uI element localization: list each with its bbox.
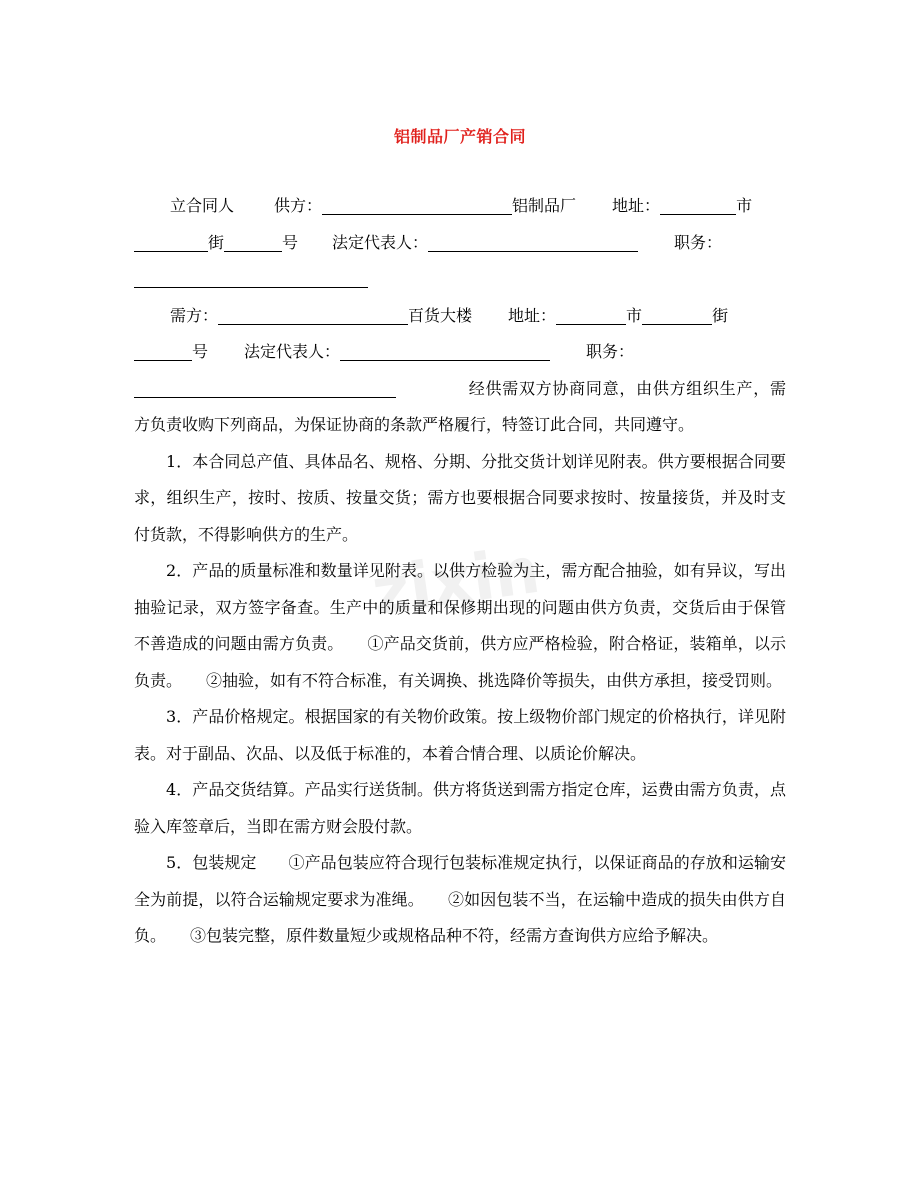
supplier-name-blank[interactable] <box>322 196 512 215</box>
supplier-line-2 <box>134 225 786 262</box>
buyer-legal-rep-blank[interactable] <box>340 342 550 361</box>
supplier-position-label: 职务： <box>674 232 723 252</box>
buyer-city-suffix: 市 <box>626 305 643 325</box>
supplier-street-suffix: 街 <box>208 232 225 252</box>
buyer-street-blank[interactable] <box>642 306 712 325</box>
intro-paragraph <box>134 371 786 444</box>
buyer-number-suffix: 号 <box>192 342 209 361</box>
buyer-name-blank[interactable] <box>218 306 408 325</box>
clause-5: 5．包装规定 ①产品包装应符合现行包装标准规定执行，以保证商品的存放和运输安全为前提，以符合运输规定要求为准绳。 ②如因包装不当，在运输中造成的损失由供方自负。 ③包装完整，原件数量短少或规格品种不符，经需方查询供方应给予解决。 <box>134 853 786 945</box>
intro-text: 经供需双方协商同意，由供方组织生产，需方负责收购下列商品，为保证协商的条款严格履行，特签订此合同，共同遵守。 <box>134 378 786 434</box>
buyer-label: 需方： <box>170 305 219 325</box>
buyer-position-label: 职务： <box>586 342 635 361</box>
supplier-number-blank[interactable] <box>224 233 282 252</box>
clause-2: 2．产品的质量标准和数量详见附表。以供方检验为主，需方配合抽验，如有异议，写出抽验记录，双方签字备查。生产中的质量和保修期出现的问题由供方负责，交货后由于保管不善造成的问题由需方负责。 ①产品交货前，供方应严格检验，附合格证，装箱单，以示负责。 ②抽验，如有不符合标准，有关调换、挑选降价等损失，由供方承担，接受罚则。 <box>134 561 786 690</box>
supplier-city-blank[interactable] <box>660 196 736 215</box>
buyer-street-suffix: 街 <box>712 305 729 325</box>
supplier-line-3 <box>134 261 786 298</box>
clause-3: 3．产品价格规定。根据国家的有关物价政策。按上级物价部门规定的价格执行，详见附表。对于副品、次品、以及低于标准的，本着合情合理、以质论价解决。 <box>134 707 786 763</box>
supplier-legal-rep-blank[interactable] <box>428 233 638 252</box>
supplier-city-suffix: 市 <box>736 196 753 215</box>
party-label: 立合同人 <box>170 196 235 215</box>
supplier-street-blank[interactable] <box>134 233 208 252</box>
buyer-line-1 <box>134 298 786 335</box>
supplier-position-blank[interactable] <box>134 269 368 288</box>
watermark-logo: zixin <box>367 533 545 631</box>
clause-1: 1．本合同总产值、具体品名、规格、分期、分批交货计划详见附表。供方要根据合同要求，组织生产，按时、按质、按量交货；需方也要根据合同要求按时、按量接货，并及时支付货款，不得影响供方的生产。 <box>134 451 786 544</box>
buyer-position-blank[interactable] <box>134 379 396 398</box>
supplier-line-1 <box>134 188 786 225</box>
page-title: 铝制品厂产销合同 <box>393 127 526 146</box>
buyer-city-blank[interactable] <box>556 306 626 325</box>
supplier-label: 供方： <box>274 196 323 215</box>
supplier-suffix: 铝制品厂 <box>512 196 577 215</box>
buyer-suffix: 百货大楼 <box>408 305 473 325</box>
buyer-number-blank[interactable] <box>134 342 192 361</box>
supplier-address-label: 地址： <box>612 196 661 215</box>
supplier-legal-rep-label: 法定代表人： <box>332 232 429 252</box>
contract-body <box>134 188 786 955</box>
supplier-number-suffix: 号 <box>282 232 299 252</box>
buyer-legal-rep-label: 法定代表人： <box>244 342 341 361</box>
clause-4: 4．产品交货结算。产品实行送货制。供方将货送到需方指定仓库，运费由需方负责，点验入库签章后，当即在需方财会股付款。 <box>134 780 786 836</box>
buyer-address-label: 地址： <box>508 305 557 325</box>
buyer-line-2 <box>134 334 786 371</box>
